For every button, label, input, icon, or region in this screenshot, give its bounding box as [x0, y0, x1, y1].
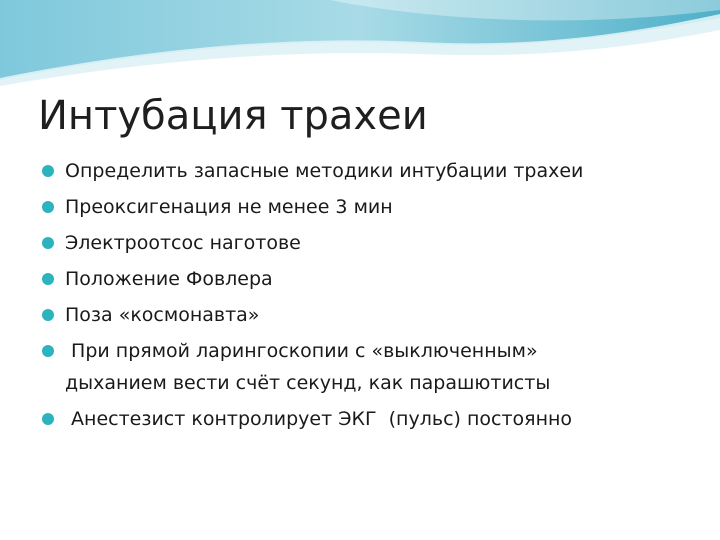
- bullet-text: Определить запасные методики интубации трахеи: [65, 160, 584, 182]
- bullet-text-line: дыханием вести счёт секунд, как парашютисты: [65, 372, 551, 394]
- bullet-list: [42, 153, 702, 437]
- bullet-dot-icon: [42, 309, 54, 321]
- bullet-dot-icon: [42, 345, 54, 357]
- bullet-item: [42, 401, 702, 437]
- bullet-dot-icon: [42, 165, 54, 177]
- bullet-item: [42, 225, 702, 261]
- bullet-dot-icon: [42, 413, 54, 425]
- slide-title: Интубация трахеи: [38, 93, 428, 139]
- header-wave-banner: [0, 0, 720, 90]
- bullet-item: [42, 189, 702, 225]
- bullet-dot-icon: [42, 237, 54, 249]
- bullet-item: [42, 153, 702, 189]
- bullet-dot-icon: [42, 201, 54, 213]
- bullet-text: Положение Фовлера: [65, 268, 273, 290]
- bullet-text: Преоксигенация не менее 3 мин: [65, 196, 393, 218]
- bullet-text: Анестезист контролирует ЭКГ (пульс) постоянно: [65, 408, 573, 430]
- bullet-item: [42, 297, 702, 333]
- bullet-text-line: При прямой ларингоскопии с «выключенным»: [65, 340, 538, 362]
- bullet-text: Поза «космонавта»: [65, 304, 260, 326]
- bullet-dot-icon: [42, 273, 54, 285]
- bullet-text: Электроотсос наготове: [65, 232, 301, 254]
- bullet-item: [42, 333, 702, 401]
- bullet-item: [42, 261, 702, 297]
- bullet-text: [65, 333, 702, 401]
